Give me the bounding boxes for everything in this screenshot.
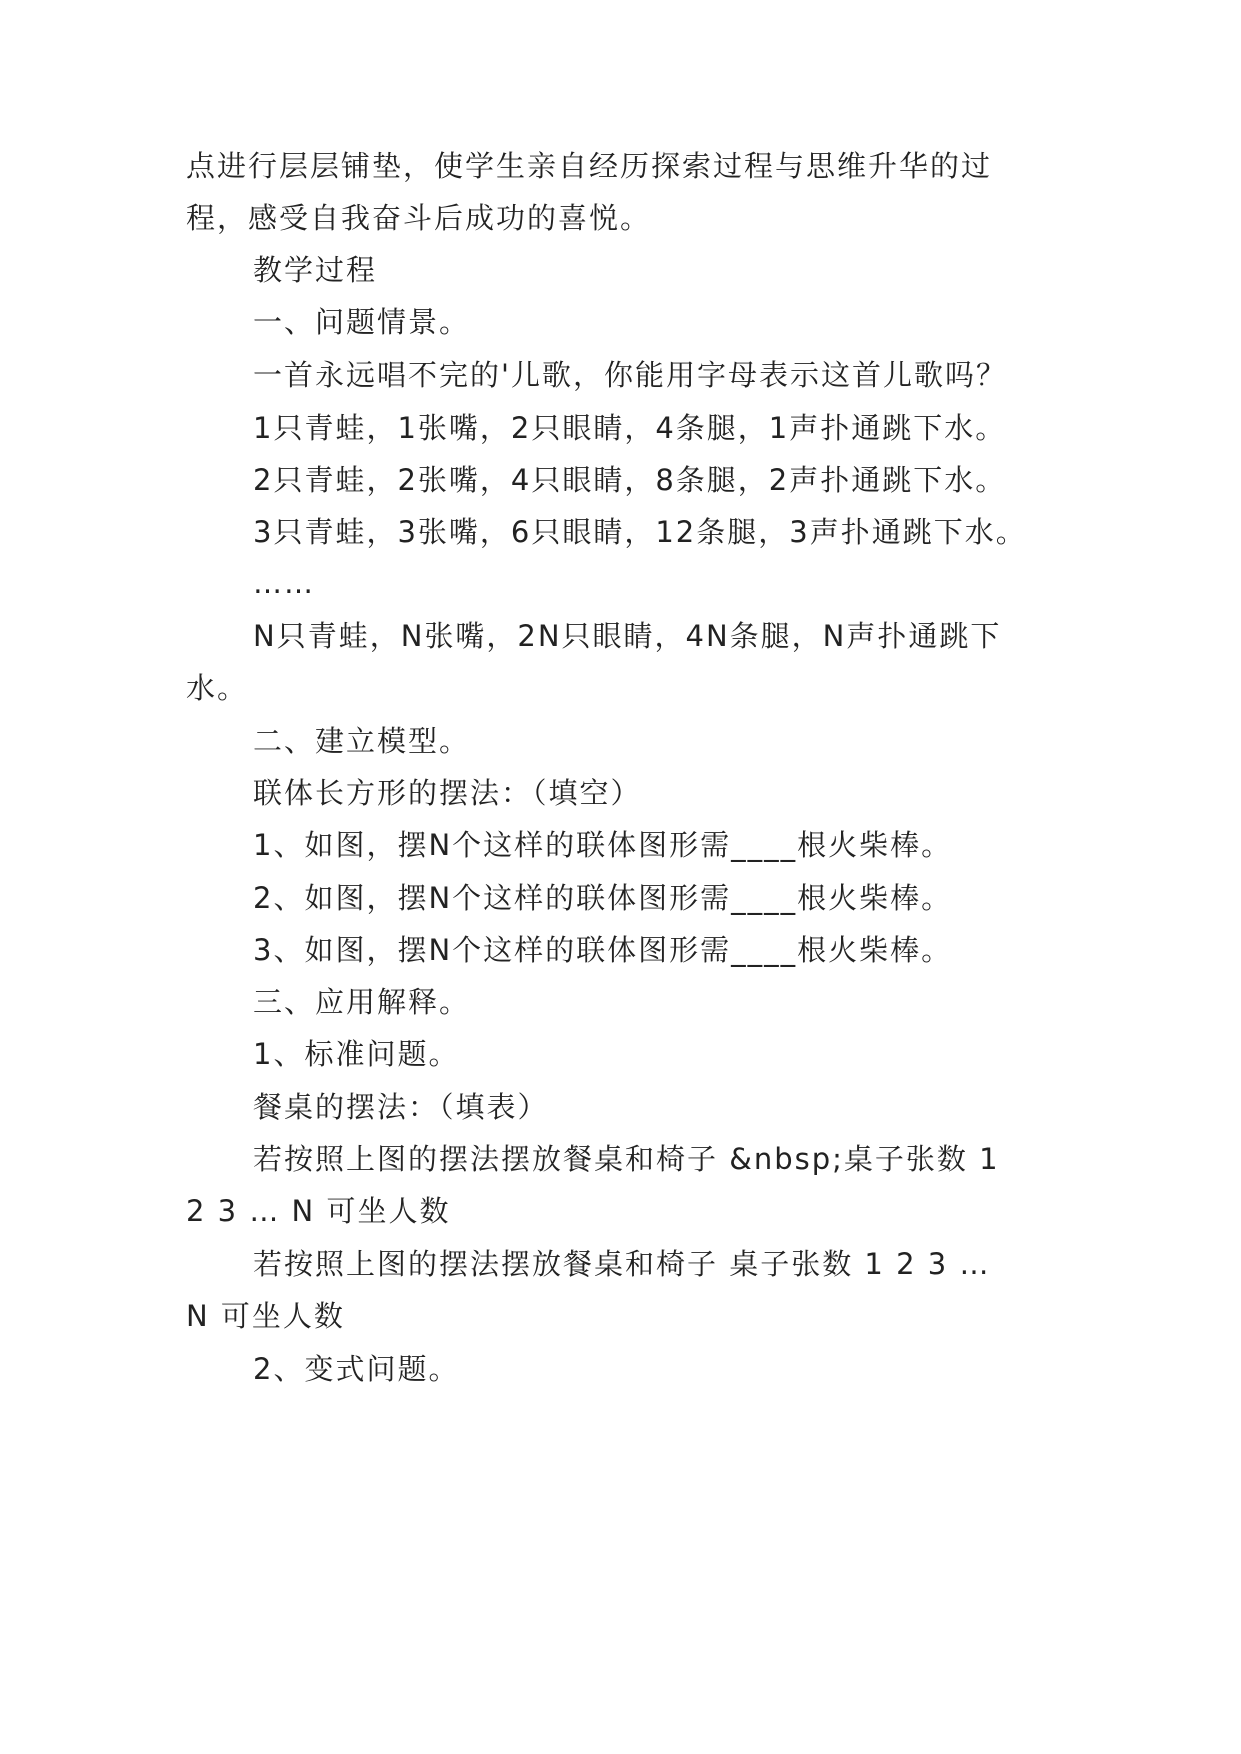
section-heading: 三、应用解释。 [253,985,471,1019]
paragraph-line: 2只青蛙，2张嘴，4只眼睛，8条腿，2声扑通跳下水。 [253,463,1007,497]
paragraph-line: 餐桌的摆法：（填表） [253,1090,549,1124]
paragraph-line: 1、标准问题。 [253,1037,460,1071]
paragraph-line: 点进行层层铺垫，使学生亲自经历探索过程与思维升华的过 [186,149,993,183]
section-heading: 二、建立模型。 [253,724,471,758]
paragraph-line: 联体长方形的摆法：（填空） [253,776,642,810]
paragraph-line: 程，感受自我奋斗后成功的喜悦。 [186,201,652,235]
paragraph-line: 2、如图，摆N个这样的联体图形需____根火柴棒。 [253,881,953,915]
paragraph-line: 1、如图，摆N个这样的联体图形需____根火柴棒。 [253,828,953,862]
paragraph-line: …… [253,566,315,600]
paragraph-line: 若按照上图的摆法摆放餐桌和椅子 &nbsp;桌子张数 1 [253,1142,1000,1176]
section-heading: 一、问题情景。 [253,305,471,339]
paragraph-line: N只青蛙，N张嘴，2N只眼睛，4N条腿，N声扑通跳下 [253,619,1002,653]
paragraph-line: 1只青蛙，1张嘴，2只眼睛，4条腿，1声扑通跳下水。 [253,411,1007,445]
paragraph-line: 3只青蛙，3张嘴，6只眼睛，12条腿，3声扑通跳下水。 [253,515,1027,549]
paragraph-line: 2 3 … N 可坐人数 [186,1194,451,1228]
section-heading: 教学过程 [253,253,378,287]
paragraph-line: 若按照上图的摆法摆放餐桌和椅子 桌子张数 1 2 3 … [253,1247,991,1281]
paragraph-line: 一首永远唱不完的'儿歌，你能用字母表示这首儿歌吗？ [253,358,1007,392]
paragraph-line: 水。 [186,671,249,705]
paragraph-line: 2、变式问题。 [253,1352,460,1386]
paragraph-line: N 可坐人数 [186,1299,345,1333]
paragraph-line: 3、如图，摆N个这样的联体图形需____根火柴棒。 [253,933,953,967]
